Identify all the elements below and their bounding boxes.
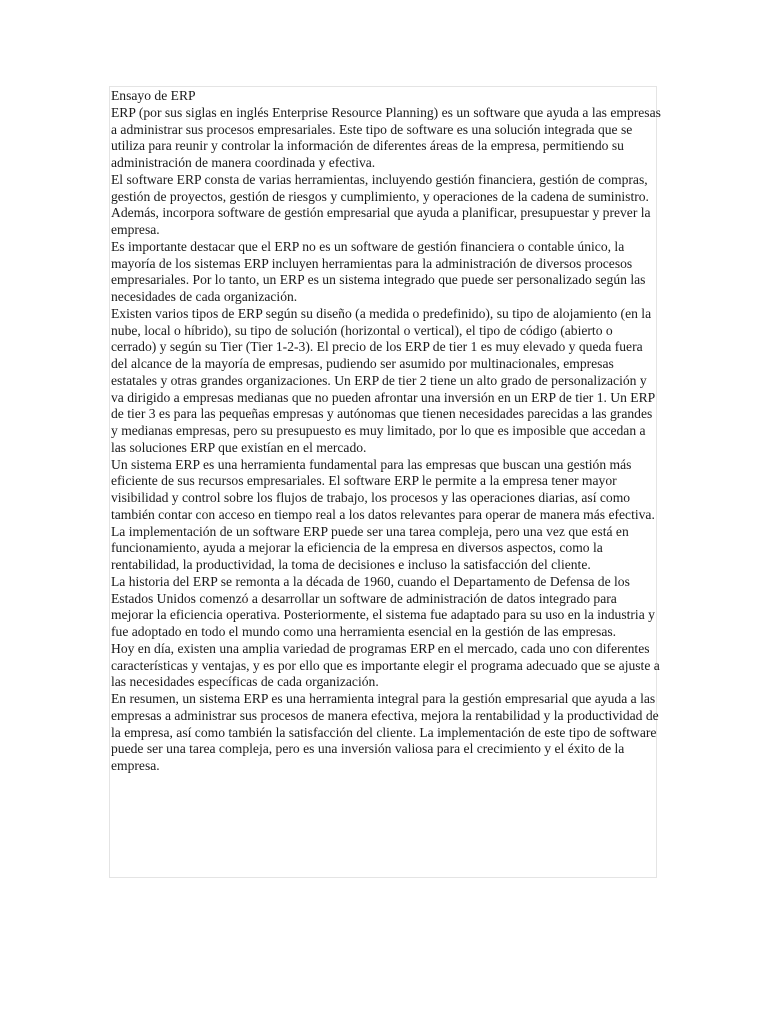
paragraph-4: Existen varios tipos de ERP según su diseño (a medida o predefinido), su tipo de alojamiento (en la nube, local o híbrido), su tipo de solución (horizontal o vertical), el tipo de código (abierto o cerrado) y según su Tier (Tier 1-2-3). El precio de los ERP de tier 1 es muy elevado y queda fuera del alcance de la mayoría de empresas, pudiendo ser asumido por multinacionales, empresas estatales y otras grandes organizaciones. Un ERP de tier 2 tiene un alto grado de personalización y va dirigido a empresas medianas que no pueden afrontar una inversión en un ERP de tier 1. Un ERP de tier 3 es para las pequeñas empresas y autónomas que tienen necesidades parecidas a las grandes y medianas empresas, pero su presupuesto es muy limitado, por lo que es imposible que accedan a las soluciones ERP que existían en el mercado. bbox=[111, 305, 655, 455]
paragraph-1: ERP (por sus siglas en inglés Enterprise Resource Planning) es un software que ayuda a las empresas a administrar sus procesos empresariales. Este tipo de software es una solución integrada que se utiliza para reunir y controlar la información de diferentes áreas de la empresa, permitiendo su administración de manera coordinada y efectiva. bbox=[111, 104, 661, 170]
paragraph-7: La historia del ERP se remonta a la década de 1960, cuando el Departamento de Defensa de los Estados Unidos comenzó a desarrollar un software de administración de datos integrado para mejorar la eficiencia operativa. Posteriormente, el sistema fue adaptado para su uso en la industria y fue adoptado en todo el mundo como una herramienta esencial en la gestión de las empresas. bbox=[111, 573, 655, 639]
document-title: Ensayo de ERP bbox=[111, 88, 196, 103]
document-page bbox=[109, 86, 661, 878]
paragraph-8: Hoy en día, existen una amplia variedad de programas ERP en el mercado, cada uno con diferentes características y ventajas, y es por ello que es importante elegir el programa adecuado que se ajuste a las necesidades específicas de cada organización. bbox=[111, 640, 660, 690]
paragraph-9: En resumen, un sistema ERP es una herramienta integral para la gestión empresarial que ayuda a las empresas a administrar sus procesos de manera efectiva, mejora la rentabilidad y la productividad de la empresa, así como también la satisfacción del cliente. La implementación de este tipo de software puede ser una tarea compleja, pero es una inversión valiosa para el crecimiento y el éxito de la empresa. bbox=[111, 691, 659, 773]
paragraph-5: Un sistema ERP es una herramienta fundamental para las empresas que buscan una gestión más eficiente de sus recursos empresariales. El software ERP le permite a la empresa tener mayor visibilidad y control sobre los flujos de trabajo, los procesos y las operaciones diarias, así como también contar con acceso en tiempo real a los datos relevantes para operar de manera más efectiva. bbox=[111, 456, 655, 522]
paragraph-6: La implementación de un software ERP puede ser una tarea compleja, pero una vez que está en funcionamiento, ayuda a mejorar la eficiencia de la empresa en diversos aspectos, como la rentabilidad, la productividad, la toma de decisiones e incluso la satisfacción del cliente. bbox=[111, 523, 629, 572]
document-body bbox=[111, 88, 661, 775]
paragraph-2: El software ERP consta de varias herramientas, incluyendo gestión financiera, gestión de compras, gestión de proyectos, gestión de riesgos y cumplimiento, y operaciones de la cadena de suministro. Además, incorpora software de gestión empresarial que ayuda a planificar, presupuestar y prever la empresa. bbox=[111, 171, 651, 237]
paragraph-3: Es importante destacar que el ERP no es un software de gestión financiera o contable único, la mayoría de los sistemas ERP incluyen herramientas para la administración de diversos procesos empresariales. Por lo tanto, un ERP es un sistema integrado que puede ser personalizado según las necesidades de cada organización. bbox=[111, 238, 646, 304]
